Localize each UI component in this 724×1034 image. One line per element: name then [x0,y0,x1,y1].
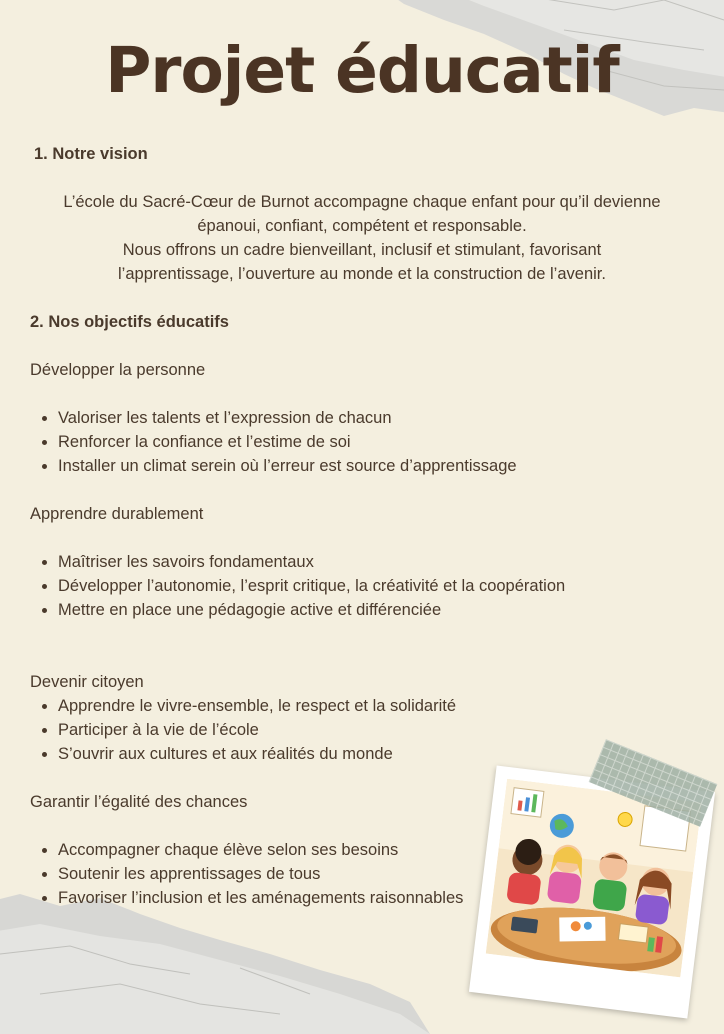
list-item: • Favoriser l’inclusion et les aménagements raisonnables [58,886,694,910]
group-title-personne: Développer la personne [30,361,206,379]
list-item: • Développer l’autonomie, l’esprit critique, la créativité et la coopération [58,574,694,598]
group-list-apprendre [30,550,694,622]
list-item: • Soutenir les apprentissages de tous [58,862,694,886]
list-item: • Installer un climat serein où l’erreur est source d’apprentissage [58,454,694,478]
section-vision-heading: 1. Notre vision [34,145,148,163]
group-title-citoyen: Devenir citoyen [30,673,144,691]
list-item: • Maîtriser les savoirs fondamentaux [58,550,694,574]
list-item: • Accompagner chaque élève selon ses besoins [58,838,694,862]
group-title-egalite: Garantir l’égalité des chances [30,793,248,811]
list-item: • Renforcer la confiance et l’estime de soi [58,430,694,454]
vision-line-4: l’apprentissage, l’ouverture au monde et la construction de l’avenir. [118,265,606,283]
list-item: • Participer à la vie de l’école [58,718,694,742]
list-item: • Valoriser les talents et l’expression de chacun [58,406,694,430]
list-item: • Apprendre le vivre-ensemble, le respect et la solidarité [58,694,694,718]
page-title: Projet éducatif [105,34,619,107]
section-objectives-heading: 2. Nos objectifs éducatifs [30,313,229,331]
list-item: • S’ouvrir aux cultures et aux réalités du monde [58,742,694,766]
group-list-citoyen [30,694,694,766]
list-item: • Mettre en place une pédagogie active et différenciée [58,598,694,622]
group-list-personne [30,406,694,478]
vision-line-2: épanoui, confiant, compétent et responsable. [197,217,527,235]
vision-line-3: Nous offrons un cadre bienveillant, inclusif et stimulant, favorisant [122,241,602,259]
vision-line-1: L’école du Sacré-Cœur de Burnot accompagne chaque enfant pour qu’il devienne [63,193,661,211]
group-title-apprendre: Apprendre durablement [30,505,204,523]
